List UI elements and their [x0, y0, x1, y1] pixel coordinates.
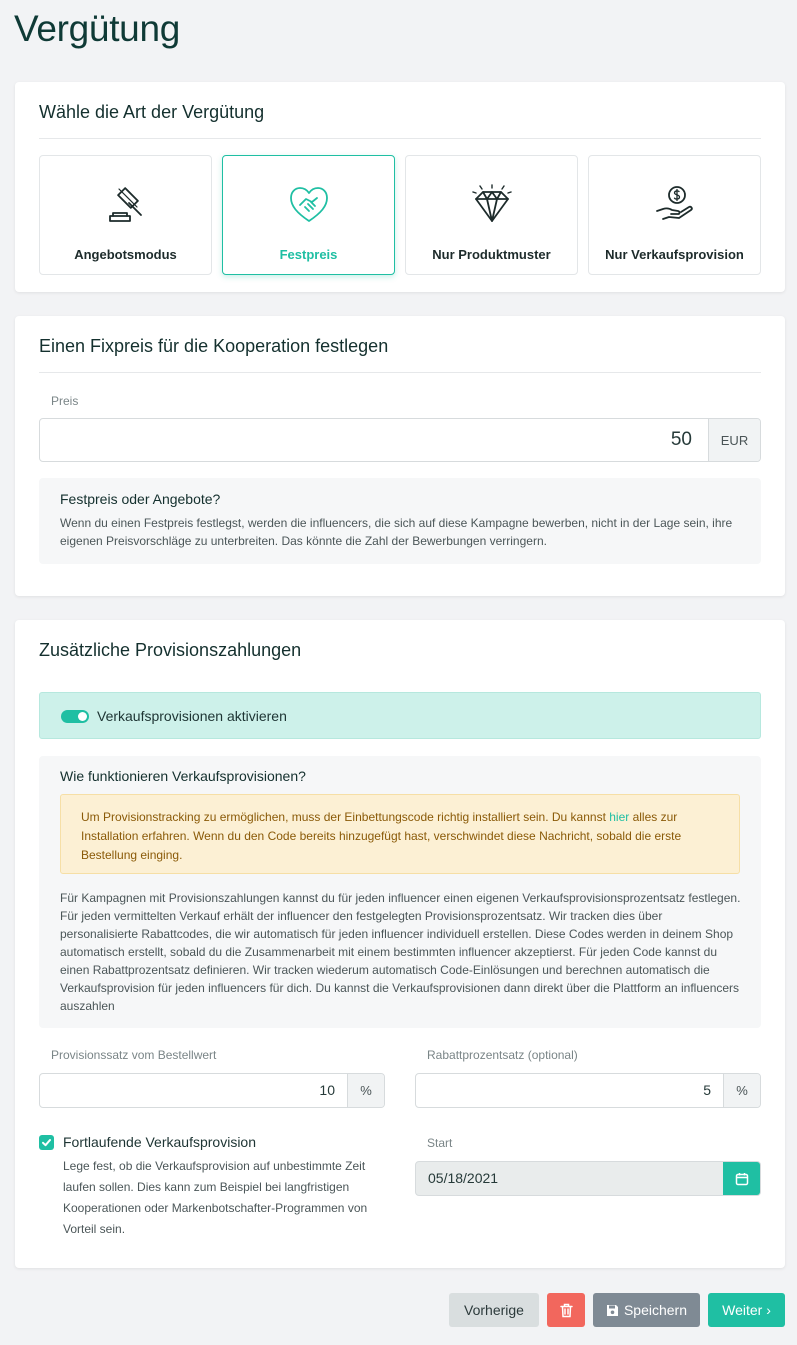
option-label: Nur Verkaufsprovision [605, 247, 744, 262]
checkmark-icon [41, 1137, 52, 1148]
option-label: Nur Produktmuster [432, 247, 551, 262]
tracking-warning: Um Provisionstracking zu ermöglichen, muss der Einbettungscode richtig installiert sein. Du kannst hier alles zur Installation erfahren. Wenn du den Code bereits hinzugefügt hast, verschwindet diese Nachricht, sobald die erste Bestellung einging. [60, 794, 740, 874]
rate-unit: % [347, 1074, 384, 1107]
commission-title: Zusätzliche Provisionszahlungen [39, 640, 302, 660]
fixed-price-info [39, 478, 761, 564]
calendar-icon [735, 1172, 749, 1186]
price-label: Preis [51, 394, 79, 408]
fixed-price-title: Einen Fixpreis für die Kooperation festlegen [39, 336, 389, 356]
option-label: Festpreis [279, 247, 338, 262]
next-button[interactable]: Weiter › [708, 1293, 785, 1327]
hand-coin-icon [653, 183, 697, 227]
gavel-icon [104, 183, 148, 227]
ongoing-label: Fortlaufende Verkaufsprovision [63, 1134, 256, 1150]
rate-label: Provisionssatz vom Bestellwert [51, 1048, 217, 1062]
discount-input-group [415, 1073, 761, 1108]
page-title: Vergütung [14, 8, 181, 49]
diamond-icon [470, 183, 514, 227]
commission-info [39, 756, 761, 1028]
commission-explanation: Für Kampagnen mit Provisionszahlungen kannst du für jeden influencer einen eigenen Verkaufsprovisionsprozentsatz festlegen. Für jeden vermittelten Verkauf erhält der influencer den festgelegten Provisionsprozentsatz. Wir tracken dies über personalisierte Rabattcodes, die wir automatisch für jeden influencer individuell erstellen. Diese Codes werden in deinem Shop automatisch erstellt, sobald du die Zusammenarbeit mit einem bestimmten influencer akzeptierst. Für jeden Code kannst du einen Rabattprozentsatz definieren. Wir tracken wiederum automatisch Code-Einlösungen und berechnen automatisch die Verkaufsprovision für jeden influencers für dich. Du kannst die Verkaufsprovisionen dann direkt über die Plattform an influencers auszahlen [60, 891, 741, 1013]
commission-card [15, 620, 785, 1268]
compensation-type-title: Wähle die Art der Vergütung [39, 102, 265, 122]
discount-input[interactable]: 5 [703, 1082, 711, 1098]
compensation-type-card [15, 82, 785, 292]
divider [39, 372, 761, 373]
toggle-label: Verkaufsprovisionen aktivieren [97, 708, 287, 724]
option-produktmuster[interactable] [405, 155, 578, 275]
commission-toggle[interactable] [61, 710, 89, 723]
price-input-group [39, 418, 761, 462]
floppy-disk-icon [606, 1304, 619, 1317]
currency-addon: EUR [708, 419, 760, 461]
install-help-link[interactable]: hier [609, 810, 630, 824]
info-text: Wenn du einen Festpreis festlegst, werden die influencers, die sich auf diese Kampagne bewerben, nicht in der Lage sein, ihre eigenen Preisvorschläge zu unterbreiten. Das könnte die Zahl der Bewerbungen verringern. [60, 516, 733, 548]
ongoing-checkbox[interactable] [39, 1135, 54, 1150]
save-label: Speichern [623, 1302, 688, 1318]
how-title: Wie funktionieren Verkaufsprovisionen? [60, 768, 306, 784]
calendar-button[interactable] [723, 1162, 760, 1195]
save-button[interactable] [593, 1293, 700, 1327]
ongoing-help: Lege fest, ob die Verkaufsprovision auf unbestimmte Zeit laufen sollen. Dies kann zum Beispiel bei langfristigen Kooperationen oder Markenbotschafter-Programmen von Vorteil sein. [63, 1159, 368, 1236]
commission-toggle-bar [39, 692, 761, 739]
discount-label: Rabattprozentsatz (optional) [427, 1048, 578, 1062]
rate-input-group [39, 1073, 385, 1108]
delete-button[interactable] [547, 1293, 585, 1327]
price-input[interactable]: 50 [670, 429, 692, 450]
previous-button[interactable]: Vorherige [449, 1293, 539, 1327]
start-label: Start [427, 1136, 453, 1150]
start-date-input[interactable]: 05/18/2021 [428, 1170, 499, 1186]
option-festpreis[interactable] [222, 155, 395, 275]
option-label: Angebotsmodus [74, 247, 177, 262]
info-title: Festpreis oder Angebote? [60, 491, 221, 507]
option-verkaufsprovision[interactable] [588, 155, 761, 275]
rate-input[interactable]: 10 [319, 1082, 335, 1098]
handshake-heart-icon [287, 183, 331, 227]
discount-unit: % [723, 1074, 760, 1107]
start-date-group [415, 1161, 761, 1196]
fixed-price-card [15, 316, 785, 596]
divider [39, 138, 761, 139]
option-angebotsmodus[interactable] [39, 155, 212, 275]
trash-icon [560, 1303, 573, 1318]
